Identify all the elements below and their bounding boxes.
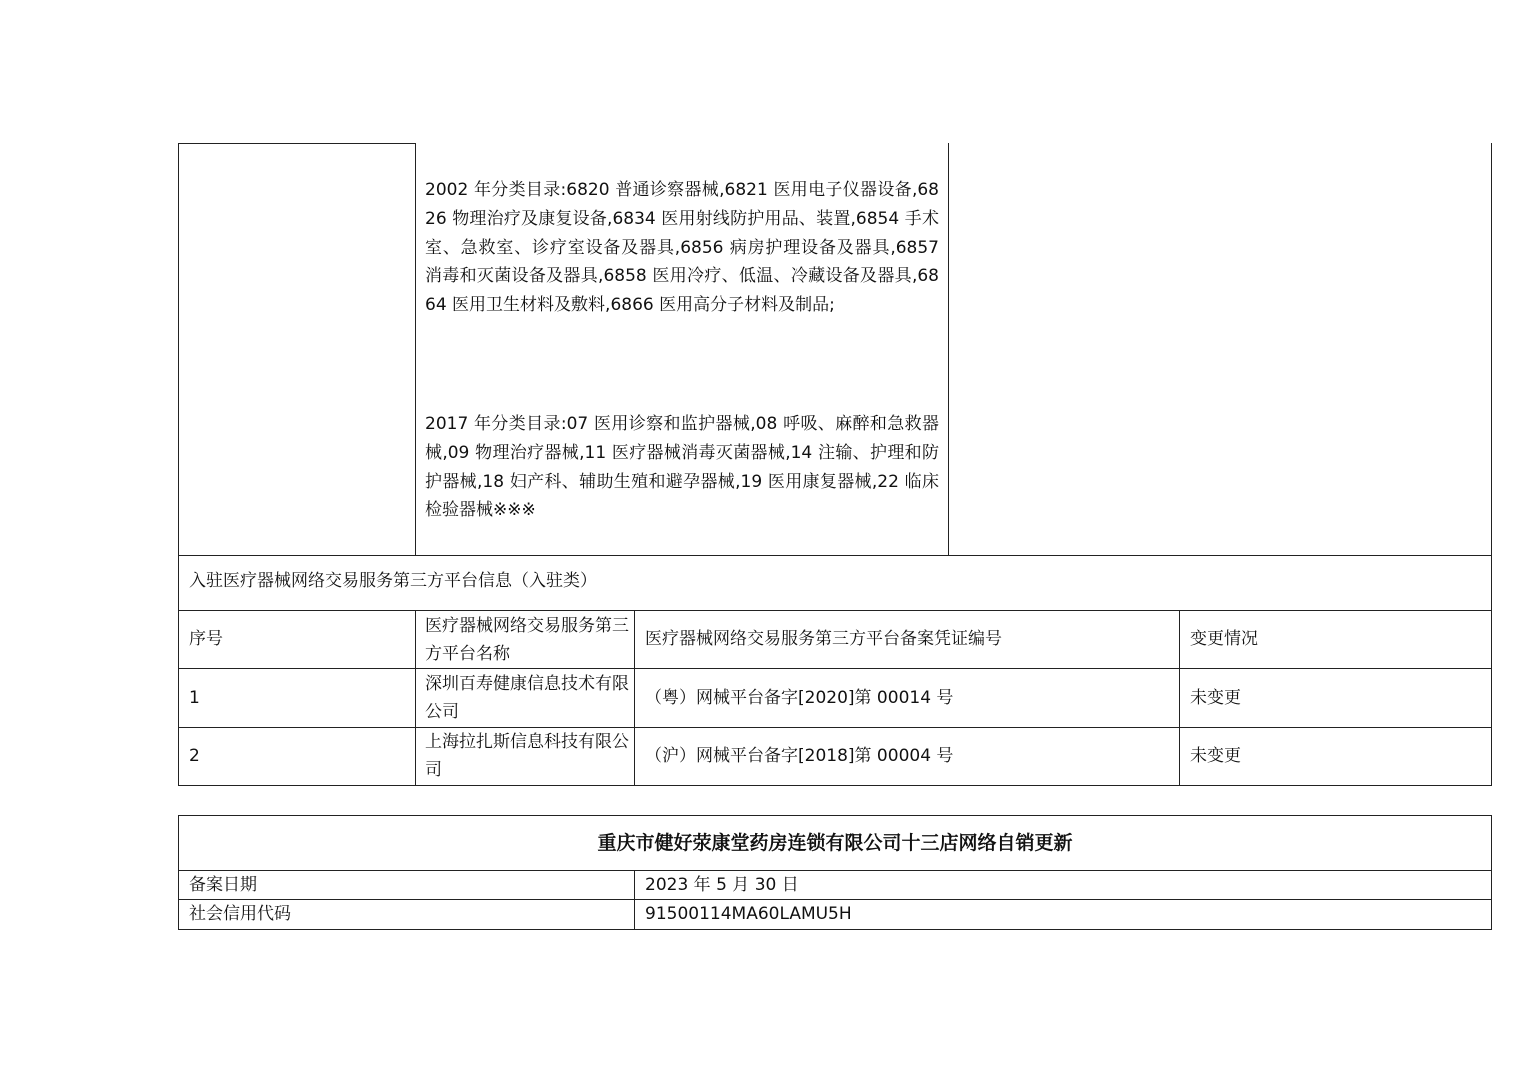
row-record-no: （粤）网械平台备字[2020]第 00014 号 <box>645 688 954 708</box>
header-platform-name: 医疗器械网络交易服务第三方平台名称 <box>425 616 629 664</box>
record-date-value: 2023 年 5 月 30 日 <box>645 875 799 895</box>
row-seq: 1 <box>189 688 200 708</box>
row-platform-name: 深圳百寿健康信息技术有限公司 <box>425 674 629 722</box>
row-change: 未变更 <box>1190 688 1241 708</box>
header-seq: 序号 <box>189 629 223 649</box>
row-change: 未变更 <box>1190 746 1241 766</box>
record-title: 重庆市健好荥康堂药房连锁有限公司十三店网络自销更新 <box>597 832 1073 854</box>
row-record-no: （沪）网械平台备字[2018]第 00004 号 <box>645 746 954 766</box>
record-date-label: 备案日期 <box>189 875 257 895</box>
credit-code-label: 社会信用代码 <box>189 904 291 924</box>
credit-code-value: 91500114MA60LAMU5H <box>645 904 852 924</box>
catalog-2002-text: 2002 年分类目录:6820 普通诊察器械,6821 医用电子仪器设备,6826 物理治疗及康复设备,6834 医用射线防护用品、装置,6854 手术室、急救室、诊疗室设备及器具,6856 病房护理设备及器具,6857 消毒和灭菌设备及器具,6858 医用冷疗、低温、冷藏设备及器具,6864 医用卫生材料及敷料,6866 医用高分子材料及制品; <box>425 180 939 316</box>
row-platform-name: 上海拉扎斯信息科技有限公司 <box>425 732 629 780</box>
row-seq: 2 <box>189 746 200 766</box>
header-record-no: 医疗器械网络交易服务第三方平台备案凭证编号 <box>645 629 1002 649</box>
platform-section-title: 入驻医疗器械网络交易服务第三方平台信息（入驻类） <box>189 571 597 591</box>
header-change: 变更情况 <box>1190 629 1258 649</box>
catalog-2017-text: 2017 年分类目录:07 医用诊察和监护器械,08 呼吸、麻醉和急救器械,09 物理治疗器械,11 医疗器械消毒灭菌器械,14 注输、护理和防护器械,18 妇产科、辅助生殖和避孕器械,19 医用康复器械,22 临床检验器械※※※ <box>425 414 939 521</box>
